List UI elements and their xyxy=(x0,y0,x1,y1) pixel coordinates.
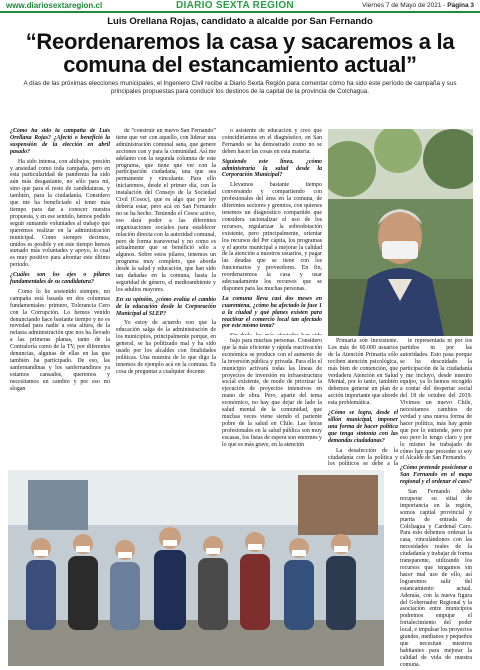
site-url[interactable]: www.diariosextaregion.cl xyxy=(6,1,103,10)
body-paragraph xyxy=(222,333,322,335)
article-column-6 xyxy=(328,338,398,466)
body-paragraph: Primaria son inexistente. Los más de 60.000 usuarios de la Atención Primaria sólo reciben atención psicológica, más bien de contención, que verdadera Atención en Salud Mental, por lo tanto, también debemos generar un plan de acción importante que aborde esta problemática. xyxy=(328,338,398,407)
interview-question: La comuna lleva casi dos meses en cuarentena, ¿cómo ha afectado la fase 1 a la ciudad y qué planes existen para reactivar el comercio local tan afectado por este mismo tema? xyxy=(222,295,322,330)
interview-question: En su opinión, ¿cómo evalúa el cambio de la educación desde la Corporación Municipal al SLEP? xyxy=(116,296,216,317)
newspaper-section-title: DIARIO SEXTA REGIÓN xyxy=(176,0,294,11)
page-number: Página 3 xyxy=(447,2,474,9)
page-header xyxy=(0,0,480,13)
interview-question: ¿Cuáles son los ejes o pilares fundamentales de su candidatura? xyxy=(10,272,110,286)
body-paragraph: o asistente de educación y creo que coincidiríamos en el diagnóstico, en San Fernando se ha demostrado como no se deben hacer las cosas en esta materia. xyxy=(222,128,322,155)
body-paragraph: bajo para muchas personas. Considero que la más eficiente y rápida reactivación económica se produce con el aumento de la inversión pública y privada. Para ello el municipio activará todas las líneas de proyectos de inversión en infraestructura social existente, de modo de priorizar la ejecución de proyectos intensivos en mano de obra. Pero, aparte del tema económico, no hay que dejar de lado la salud mental de la comunidad, que muchas veces viene siendo el pariente pobre de la salud en Chile. Las horas profesionales en la salud pública son muy escasas, los listas de espera son enormes y lo que es más grave, en la atención xyxy=(222,338,322,448)
interview-question: ¿Cómo pretende posicionar a San Fernando en el mapa regional y el ordenar el caos? xyxy=(400,465,472,486)
interview-question: Siguiendo este línea, ¿cómo administraría la salud desde la Corporación Municipal? xyxy=(222,158,322,179)
article-kicker: Luis Orellana Rojas, candidato a alcalde por San Fernando xyxy=(107,16,373,27)
interview-question: ¿Cómo se logra, desde el sillón municipal, imponer una forma de hacer política que tenga sintonía con las demandas ciudadanas? xyxy=(328,410,398,444)
article-column-4 xyxy=(222,338,322,466)
body-paragraph: San Fernando debe recuperar su sitial de importancia en la región, somos capital provincial y puerta de entrada de Colchagua y Cardenal Caro. Para esto debemos ordenar la casa, vinculándonos con las necesidades reales de la ciudadanía y trabajar de forma transparente, utilizando los recursos que tengamos sin hacer mal uso de ello, así lograremos salir del estancamiento actual. Además, con la nueva figura del Gobernador Regional y la asociación entre municipios podremos empujar el fortalecimiento del poder local, e impulsar los proyectos grandes, medianos y pequeños que necesitan nuestros habitantes para mejorar la calidad de vida de nuestra comuna. xyxy=(400,489,472,666)
article-lead: A días de las próximas elecciones municipales, el Ingeniero Civil recibe a Diario Sexta Región para comentar cómo ha sido este período de campaña y sus principales propuestas para conducir los destinos de la capital de la provincia de Colchagua. xyxy=(23,80,457,95)
date-text: Viernes 7 de Mayo de 2021 - xyxy=(362,2,448,9)
body-paragraph: Yo estoy de acuerdo con que la educación salga de la administración de los municipios, principalmente porque, en general, se ha politizado mal y ha sido usado por los alcaldes con finalidades políticas. Una muestra de lo que digo la tenemos de ejemplo acá en la comuna. Es cosa de preguntar a cualquier docente xyxy=(116,320,216,375)
issue-date xyxy=(362,2,474,9)
body-paragraph: Ha sido intensa, con altibajos, presión y ansiedad como toda campaña, pero en esta particularidad de pandemia ha sido aún más desgastante, no sólo para mí, sino que para el resto de candidaturas, y también, para la ciudadanía. Considero que me ha beneficiado el tener más tiempo para dar a conocer nuestra propuesta, y en ese sentido, hemos podido seguir sumando voluntades al trabajo que queremos realizar en la administración municipal. Como siempre decimos, unidos es posible y en este tiempo hemos sumado más voluntades y apoyo, lo cual es muy positivo para afrontar este último período. xyxy=(10,158,110,269)
article-column-1 xyxy=(10,128,110,466)
interview-question: ¿Cómo ha sido la campaña de Luis Orellana Rojas? ¿Afectó o benefició la suspensión de la elección en abril pasado? xyxy=(10,128,110,155)
article-column-2 xyxy=(116,128,216,466)
article-headline: “Reordenaremos la casa y sacaremos a la comuna del estancamiento actual” xyxy=(25,29,455,77)
body-paragraph: de “construir un nuevo San Fernando” tiene que ver con aquello, con liderar una administración comunal sana, que genere acciones con y para la comunidad. Así me adelanto con la segunda columna de este programa, que tiene que ver con la participación ciudadana, una que sea permanente y vinculante. Para ello iniciaremos, desde el primer día, con la instalación del Consejo de la Sociedad Civil (Cosoc), que es algo que por ley debería estar, pero acá en San Fernando no se ha hecho. Teniendo el Cosoc activo, eso dará poder a las diferentes organizaciones sociales para establecer relación directa con la autoridad comunal, pero de forma transversal y no como es actualmente que se benefició sólo a algunos. Sobre estos pilares, tenemos un programa muy completo, que aborda desde la salud y educación, que han sido tan dañadas en la comuna, hasta la seguridad de género, el medioambiente y los adultos mayores. xyxy=(116,128,216,293)
article-column-3 xyxy=(222,128,322,335)
body-paragraph: La desafección de la ciudadanía con la política y los políticos se debe a la xyxy=(328,447,398,466)
body-paragraph: Llevamos bastante tiempo conversando y compartiendo con profesionales del área en la comuna, de diferentes sectores y gremios, con quienes tenemos un diagnóstico compartido que considera racionalizar el uso de los recursos, regularizar la sobredotación existente, pero principalmente, orientar los recursos del Per cápita, los programas y el aporte municipal a mejorar la calidad de la atención a nuestros usuarios, y pagar las deudas que se tiene con los funcionarios y proveedores. En fin, reordenaremos la casa y usar adecuadamente los recursos que se disponen para las muchas personas. xyxy=(222,182,322,292)
candidate-portrait-photo xyxy=(328,129,473,336)
body-paragraph: te representada ni por los partidos ni por las autoridades. Esto pasa porque se ha descuidado la participación de la ciudadanía y me incluyo, desde nuestro equipo, ya lo hemos recogido a contar del despertar social del 18 de octubre del 2019. Vivimos un nuevo Chile, necesitamos cambios de verdad y una nueva forma de hacer política, más hay gente que por lo entiende, pero por eso pero lo tengo claro y por lo mismo he trabajado de cómo hay que proceder si soy el Alcalde de San Fernando. xyxy=(400,338,472,462)
body-paragraph: Como lo he sostenido siempre, mi campaña está basada en dos columnas fundamentales: primero, Tolerancia Cero con la Corrupción. Lo hemos venido denunciando hace bastante tiempo y no es novedad para nadie a esta altura, de la nefasta administración que nos ha llevado a las primeras planas, tanto de la Contraloría como de la TV, por diferentes denuncias, algunas de ellas en las que también ha participado. De eso, las sanfernandinas y los sanfernandinos ya estamos cansados, queremos y necesitamos un cambio y por eso mi slogan xyxy=(10,288,110,392)
article-column-7 xyxy=(400,338,472,666)
campaign-group-photo xyxy=(8,470,384,666)
